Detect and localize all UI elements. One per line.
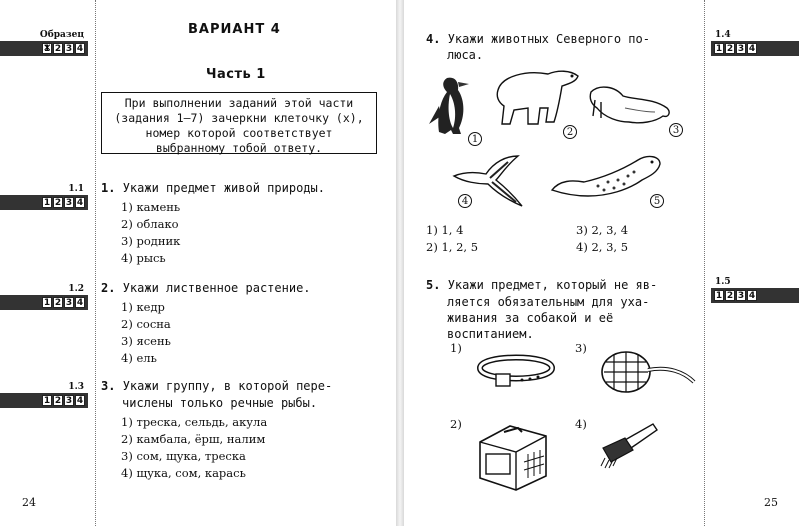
dog-collar-picture: [470, 348, 562, 394]
option-3-3: 3) сом, щука, треска: [121, 449, 246, 463]
option-2-4: 4) ель: [121, 351, 157, 365]
box-label: 1.3: [68, 382, 84, 392]
question-3-line-2: числены только речные рыбы.: [122, 396, 318, 410]
answer-cell-2[interactable]: 2: [54, 44, 62, 54]
answer-cell-4[interactable]: 4: [76, 396, 84, 406]
pet-brush-picture: [595, 420, 661, 472]
right-margin-line: [704, 0, 705, 526]
question-text: Укажи предмет, который не яв-: [447, 278, 658, 292]
item-label-3: 3): [575, 341, 587, 355]
animal-number-4: 4: [458, 194, 472, 208]
question-5-line-3: живания за собакой и её: [447, 311, 614, 325]
answer-box-1-1: [0, 184, 88, 210]
answer-cell-3[interactable]: 3: [65, 198, 73, 208]
question-5-line-4: воспитанием.: [447, 327, 534, 341]
answer-cell-1[interactable]: 1: [43, 298, 51, 308]
item-label-1: 1): [450, 341, 462, 355]
box-label: 1.2: [68, 284, 84, 294]
instruction-box: При выполнении заданий этой части (задания 1–7) зачеркни клеточку (х), номер которой соответствует выбранному тобой ответу.: [101, 92, 377, 154]
option-4-3: 3) 2, 3, 4: [576, 223, 629, 237]
option-3-1: 1) треска, сельдь, акула: [121, 415, 268, 429]
answer-box-1-5: [711, 277, 799, 303]
question-number: 3.: [101, 379, 116, 393]
question-number: 5.: [426, 278, 441, 292]
answer-cell-4[interactable]: 4: [76, 298, 84, 308]
answer-cell-1[interactable]: 1: [43, 396, 51, 406]
question-text: Укажи группу, в которой пере-: [122, 379, 333, 393]
box-label: 1.1: [68, 184, 84, 194]
option-4-1: 1) 1, 4: [426, 223, 464, 237]
answer-cell-2[interactable]: 2: [54, 298, 62, 308]
answer-cell-4[interactable]: 4: [76, 44, 84, 54]
answer-cell-3[interactable]: 3: [737, 291, 745, 301]
answer-cell-3[interactable]: 3: [65, 44, 73, 54]
answer-box-1-3: [0, 382, 88, 408]
answer-cell-4[interactable]: 4: [748, 44, 756, 54]
book-gutter: [396, 0, 404, 526]
variant-title: ВАРИАНТ 4: [188, 22, 281, 37]
animal-number-5: 5: [650, 194, 664, 208]
question-5-line-1: [426, 277, 657, 294]
question-2: [101, 280, 311, 297]
question-3-line-1: [101, 378, 332, 395]
animal-number-3: 3: [669, 123, 683, 137]
option-2-3: 3) ясень: [121, 334, 171, 348]
sample-label: Образец: [39, 30, 84, 40]
question-number: 1.: [101, 181, 116, 195]
polar-bear-picture: [492, 64, 582, 130]
answer-cell-4[interactable]: 4: [76, 198, 84, 208]
option-1-4: 4) рысь: [121, 251, 166, 265]
option-3-4: 4) щука, сом, карась: [121, 466, 246, 480]
question-number: 4.: [426, 32, 441, 46]
pet-carrier-picture: [470, 418, 560, 494]
answer-cell-2[interactable]: 2: [726, 291, 734, 301]
option-1-2: 2) облако: [121, 217, 179, 231]
dog-muzzle-picture: [598, 346, 698, 398]
answer-cell-2[interactable]: 2: [54, 396, 62, 406]
part-title: Часть 1: [206, 67, 266, 82]
item-label-2: 2): [450, 417, 462, 431]
question-4-line-2: люса.: [447, 48, 484, 62]
answer-cell-2[interactable]: 2: [726, 44, 734, 54]
sample-answer-box: [0, 30, 88, 56]
answer-cell-1[interactable]: 1: [43, 198, 51, 208]
answer-cell-2[interactable]: 2: [54, 198, 62, 208]
box-label: 1.4: [715, 30, 731, 40]
option-4-2: 2) 1, 2, 5: [426, 240, 479, 254]
answer-cell-3[interactable]: 3: [65, 396, 73, 406]
answer-cell-1[interactable]: 1 ✕: [42, 43, 52, 54]
answer-cell-4[interactable]: 4: [748, 291, 756, 301]
question-text: Укажи лиственное растение.: [122, 281, 311, 295]
question-5-line-2: ляется обязательным для уха-: [447, 295, 650, 309]
animal-number-1: 1: [468, 132, 482, 146]
question-number: 2.: [101, 281, 116, 295]
question-4-line-1: [426, 31, 650, 48]
option-4-4: 4) 2, 3, 5: [576, 240, 629, 254]
answer-box-1-2: [0, 284, 88, 310]
question-text: Укажи предмет живой природы.: [122, 181, 325, 195]
walrus-picture: [585, 78, 675, 132]
item-label-4: 4): [575, 417, 587, 431]
option-1-3: 3) родник: [121, 234, 181, 248]
question-1: [101, 180, 325, 197]
answer-cell-1[interactable]: 1: [715, 291, 723, 301]
answer-cell-3[interactable]: 3: [737, 44, 745, 54]
page-number-left: 24: [22, 496, 36, 509]
box-label: 1.5: [715, 277, 731, 287]
option-2-2: 2) сосна: [121, 317, 171, 331]
seal-picture: [548, 150, 664, 202]
left-margin-line: [95, 0, 96, 526]
animal-number-2: 2: [563, 125, 577, 139]
option-3-2: 2) камбала, ёрш, налим: [121, 432, 266, 446]
penguin-picture: [425, 72, 477, 140]
option-1-1: 1) камень: [121, 200, 181, 214]
answer-box-1-4: [711, 30, 799, 56]
question-text: Укажи животных Северного по-: [447, 32, 650, 46]
answer-cell-1[interactable]: 1: [715, 44, 723, 54]
page-number-right: 25: [764, 496, 778, 509]
answer-cell-3[interactable]: 3: [65, 298, 73, 308]
option-2-1: 1) кедр: [121, 300, 165, 314]
